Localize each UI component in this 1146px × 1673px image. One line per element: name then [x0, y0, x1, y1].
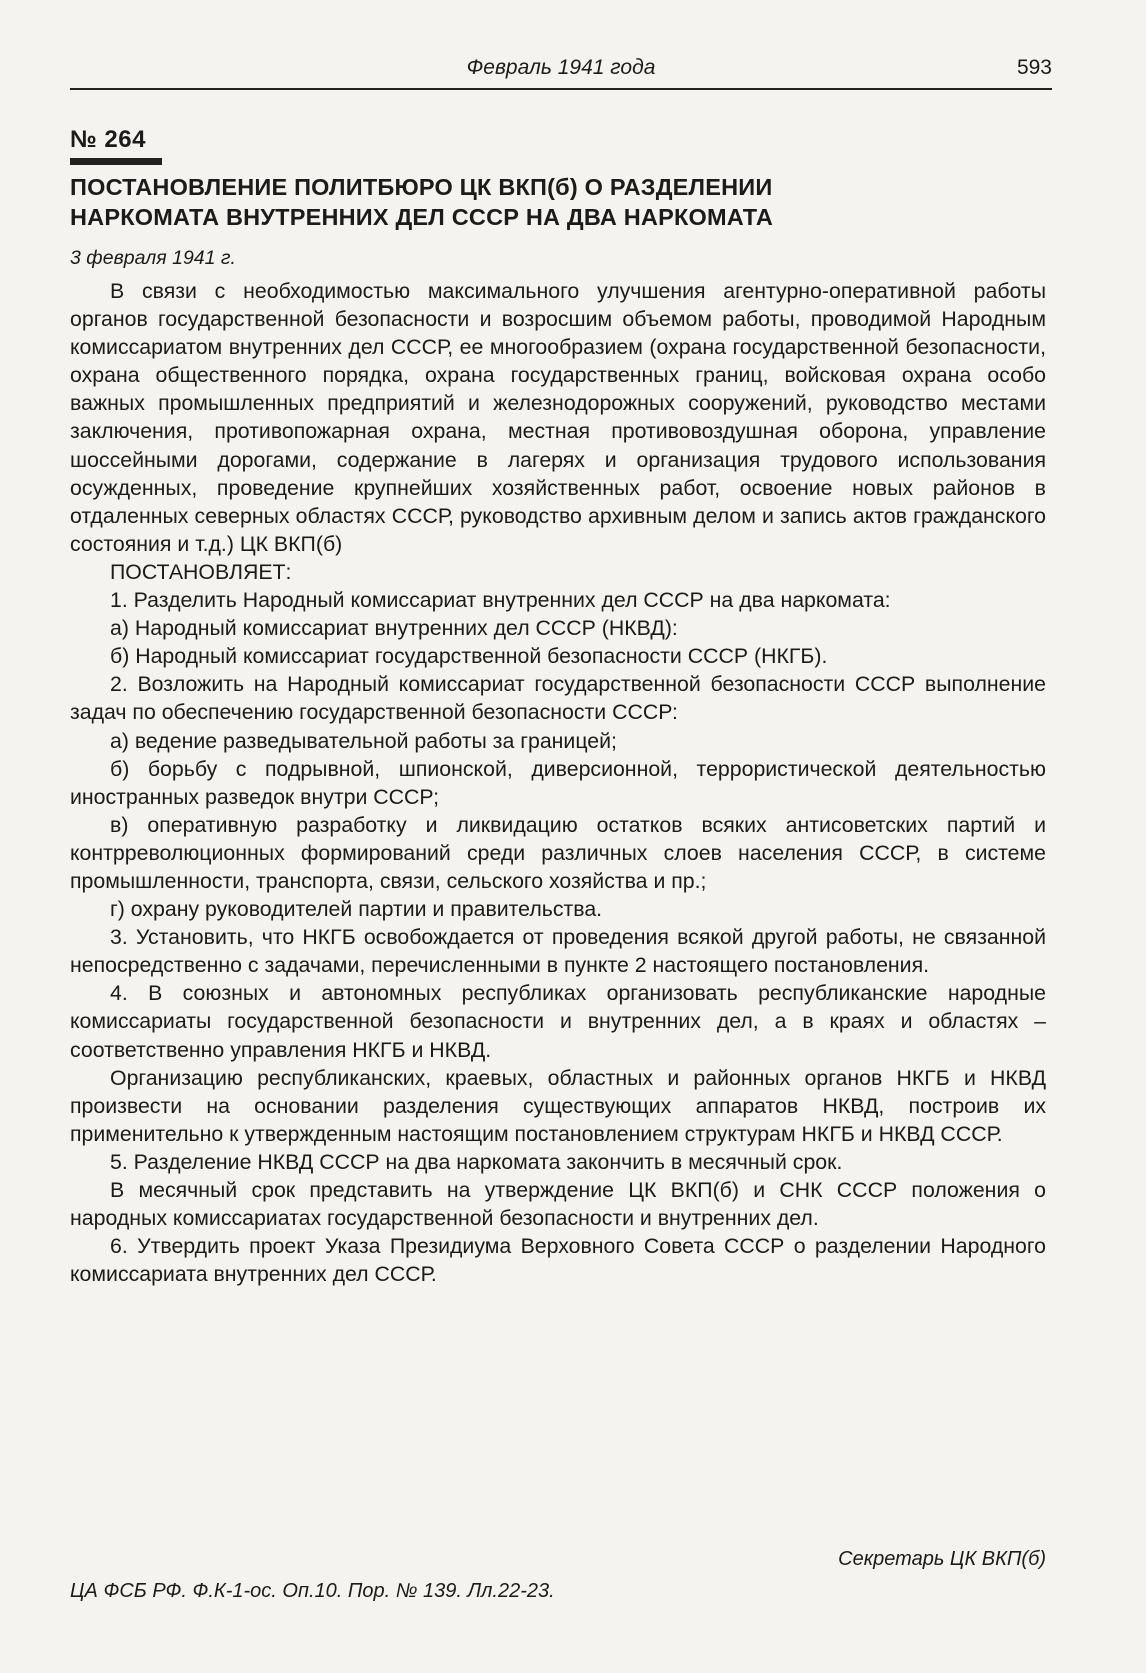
paragraph-item-1b: б) Народный комиссариат государственной безопасности СССР (НКГБ).: [110, 644, 828, 669]
paragraph-item-6: 6. Утвердить проект Указа Президиума Верховного Совета СССР о разделении Народного комиссариата внутренних дел СССР.: [70, 1234, 1046, 1287]
page-number: 593: [1016, 56, 1052, 79]
paragraph-item-3: 3. Установить, что НКГБ освобождается от проведения всякой другой работы, не связанной непосредственно с задачами, перечисленными в пункте 2 настоящего постановления.: [70, 925, 1046, 978]
paragraph-item-2b: б) борьбу с подрывной, шпионской, диверсионной, террористической деятельностью иностранных разведок внутри СССР;: [70, 756, 1046, 809]
document-date: 3 февраля 1941 г.: [70, 247, 236, 269]
paragraph-item-2a: а) ведение разведывательной работы за границей;: [110, 728, 617, 753]
paragraph-item-5-cont: В месячный срок представить на утверждение ЦК ВКП(б) и СНК СССР положения о народных комиссариатах государственной безопасности и внутренних дел.: [70, 1178, 1046, 1231]
signature: Секретарь ЦК ВКП(б): [838, 1548, 1046, 1570]
paragraph-preamble: В связи с необходимостью максимального улучшения агентурно-оперативной работы органов государственной безопасности и возросшим объемом работы, проводимой Народным комиссариатом внутренних дел СССР, ее многообразием (охрана государственной безопасности, охрана общественного порядка, охрана государственных границ, войсковая охрана особо важных промышленных предприятий и железнодорожных сооружений, руководство местами заключения, противопожарная охрана, местная противовоздушная оборона, управление шоссейными дорогами, содержание в лагерях и организация трудового использования осужденных, проведение крупнейших хозяйственных работ, освоение новых районов в отдаленных северных областях СССР, руководство архивным делом и запись актов гражданского состояния и т.д.) ЦК ВКП(б): [70, 279, 1046, 556]
running-header: [70, 52, 1052, 90]
document-title: [70, 172, 1050, 232]
document-number: № 264: [70, 126, 146, 153]
paragraph-item-4: 4. В союзных и автономных республиках организовать республиканские народные комиссариаты государственной безопасности и внутренних дел, а в краях и областях – соответственно управления НКГБ и НКВД.: [70, 981, 1046, 1062]
paragraph-item-1a: а) Народный комиссариат внутренних дел СССР (НКВД):: [110, 616, 678, 641]
paragraph-item-2d: г) охрану руководителей партии и правительства.: [110, 897, 603, 922]
document-title-line-2: НАРКОМАТА ВНУТРЕННИХ ДЕЛ СССР НА ДВА НАРКОМАТА: [70, 204, 774, 230]
document-body: [70, 277, 1046, 1288]
paragraph-item-2c: в) оперативную разработку и ликвидацию остатков всяких антисоветских партий и контрреволюционных формирований среди различных слоев населения СССР, в системе промышленности, транспорта, связи, сельского хозяйства и пр.;: [70, 812, 1046, 893]
archival-source: ЦА ФСБ РФ. Ф.К-1-ос. Оп.10. Пор. № 139. Лл.22-23.: [70, 1580, 555, 1602]
paragraph-resolves: ПОСТАНОВЛЯЕТ:: [110, 559, 292, 584]
paragraph-item-5: 5. Разделение НКВД СССР на два наркомата закончить в месячный срок.: [110, 1149, 843, 1174]
paragraph-item-4-cont: Организацию республиканских, краевых, областных и районных органов НКГБ и НКВД произвести на основании разделения существующих аппаратов НКВД, построив их применительно к утвержденным настоящим постановлением структурам НКГБ и НКВД СССР.: [70, 1065, 1046, 1146]
document-title-line-1: ПОСТАНОВЛЕНИЕ ПОЛИТБЮРО ЦК ВКП(б) О РАЗДЕЛЕНИИ: [70, 174, 773, 200]
document-number-underline: [70, 158, 162, 165]
paragraph-item-2: 2. Возложить на Народный комиссариат государственной безопасности СССР выполнение задач по обеспечению государственной безопасности СССР:: [70, 672, 1046, 725]
running-title: Февраль 1941 года: [466, 56, 656, 79]
paragraph-item-1: 1. Разделить Народный комиссариат внутренних дел СССР на два наркомата:: [110, 588, 891, 613]
